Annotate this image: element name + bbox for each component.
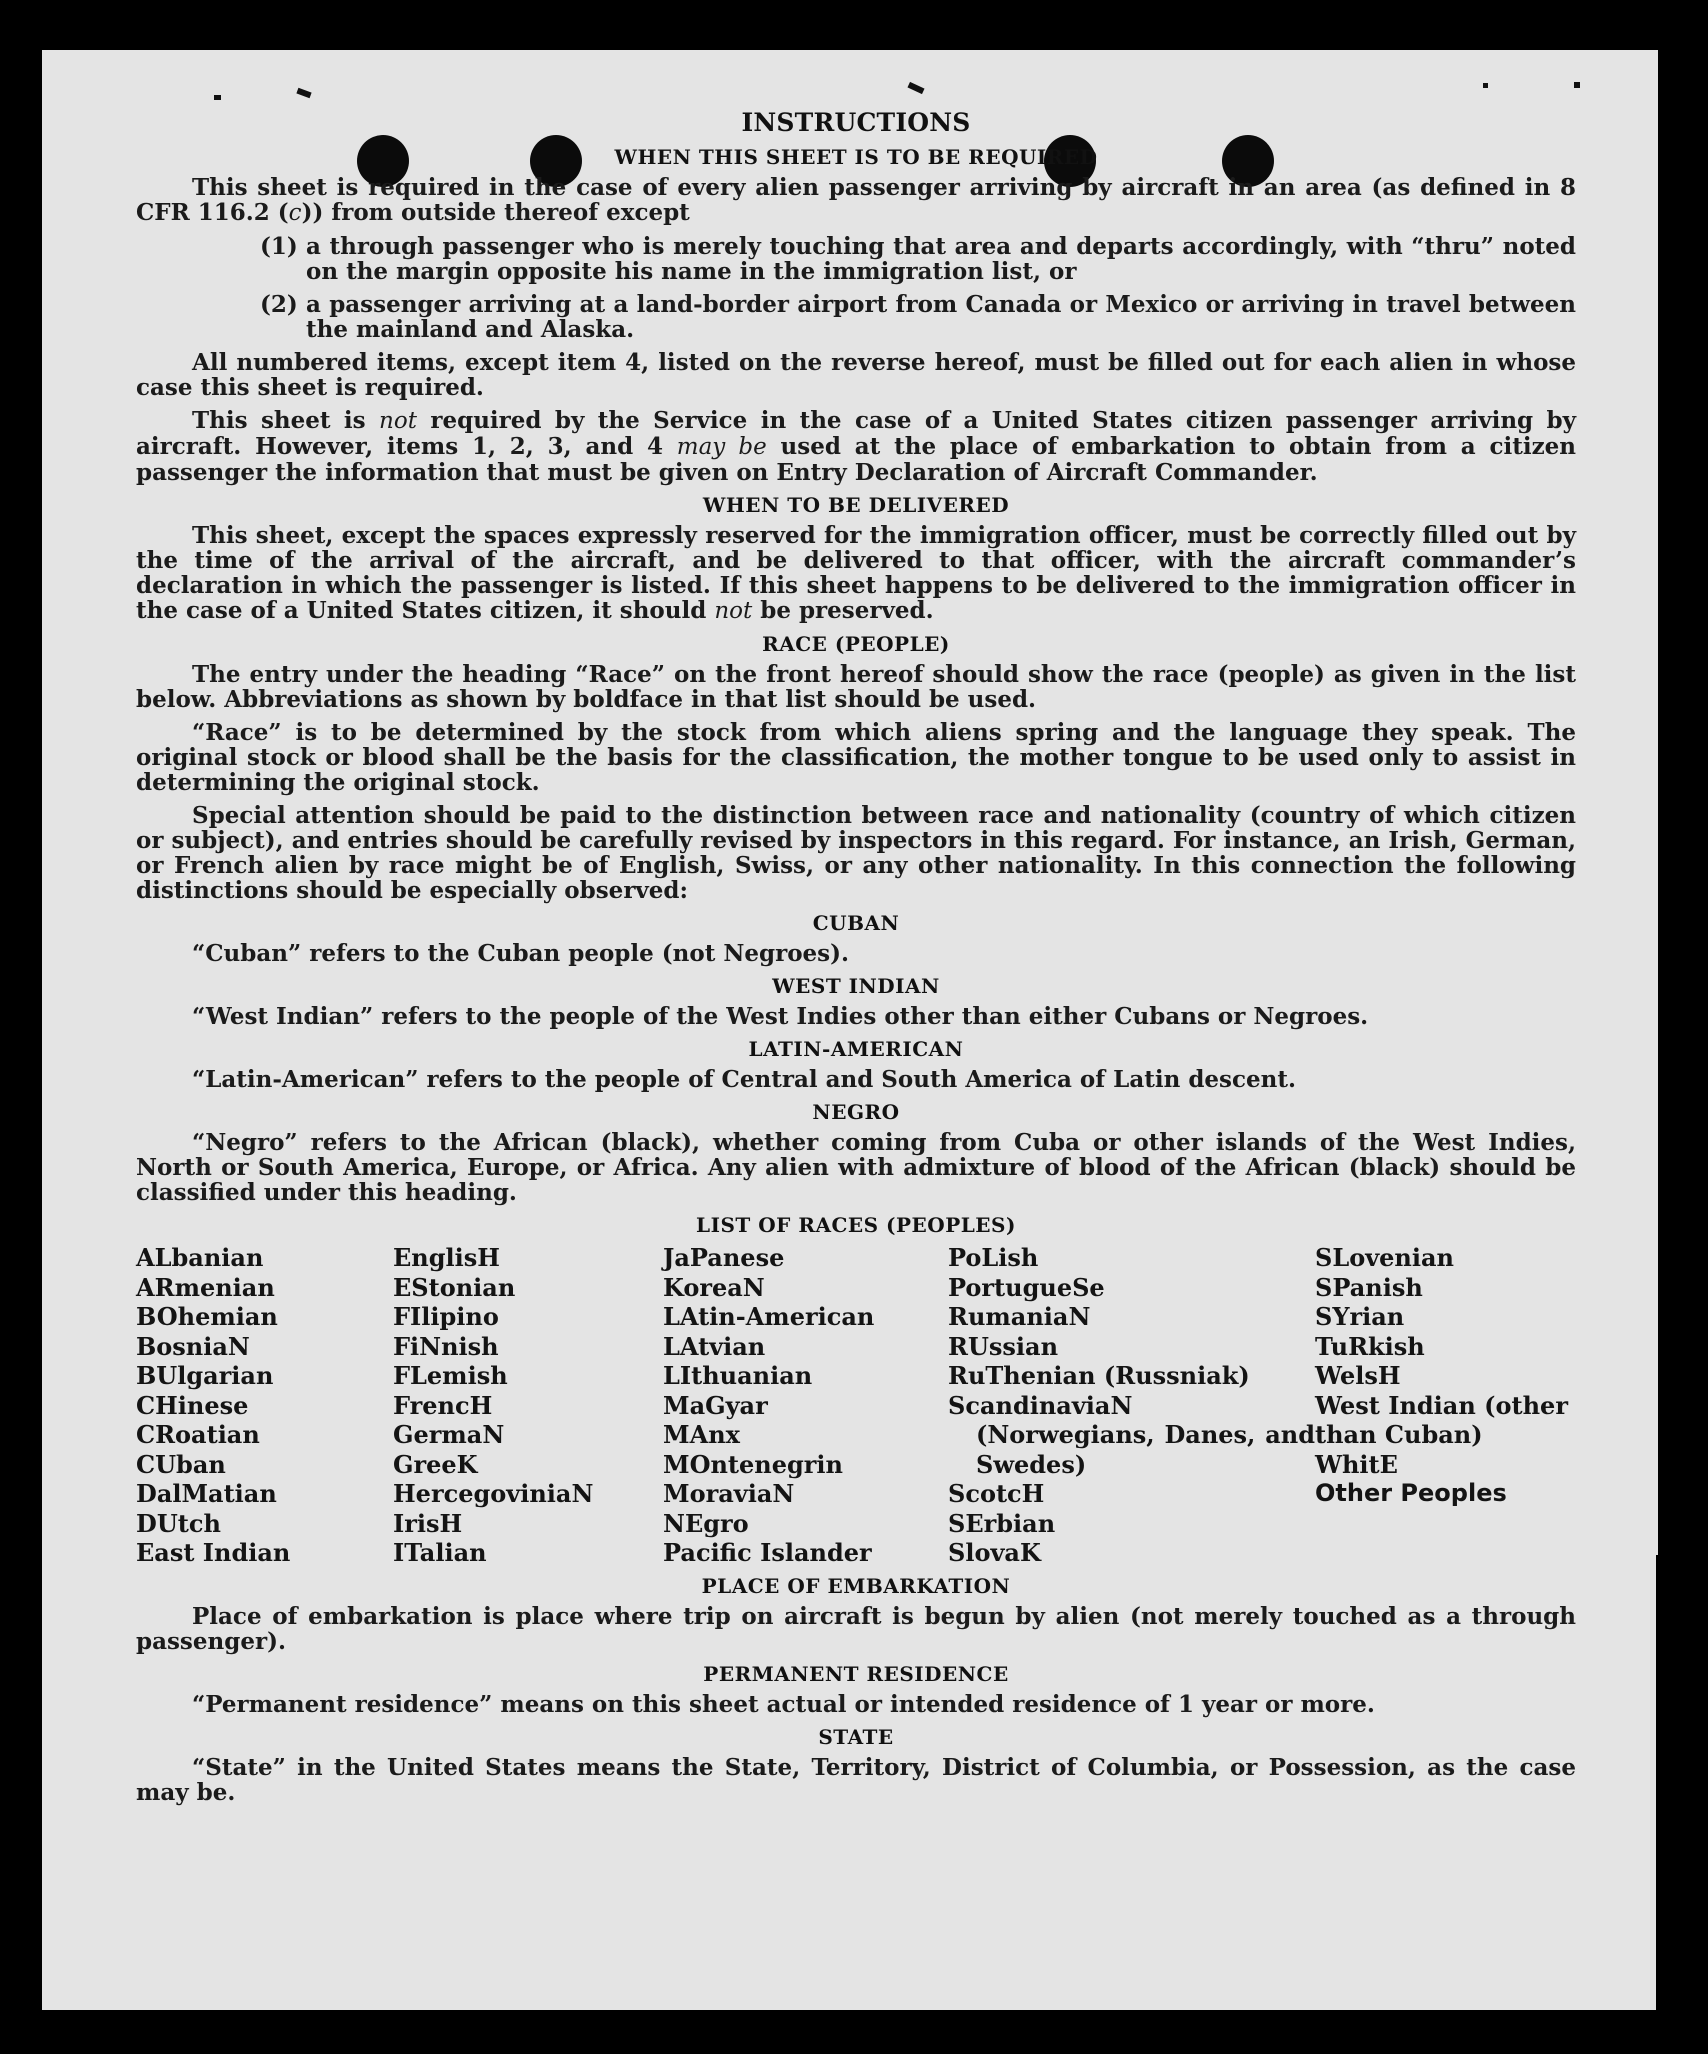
race-entry: SErbian — [948, 1508, 1056, 1538]
speck — [296, 88, 311, 98]
race-entry: RUssian — [948, 1331, 1059, 1361]
race-entry: WelsH — [1315, 1361, 1401, 1390]
race-paragraph-2: “Race” is to be determined by the stock from which aliens spring and the language they speak. The original stock or blood shall be the basis for the classification, the mother tongue to be used only to assist in determining the original stock. — [136, 719, 1576, 796]
race-entry: RuThenian (Russniak) — [948, 1361, 1250, 1390]
speck — [214, 95, 221, 100]
residence-definition: “Permanent residence” means on this sheet actual or intended residence of 1 year or more. — [192, 1690, 1375, 1718]
numbered-items-paragraph: All numbered items, except item 4, listed on the reverse hereof, must be filled out for each alien in whose case this sheet is required. — [136, 349, 1576, 401]
speck — [1574, 82, 1580, 88]
race-entry: FIlipino — [393, 1302, 499, 1331]
race-entry: SPanish — [1315, 1272, 1423, 1302]
race-entry: WhitE — [1315, 1449, 1398, 1479]
race-entry: BOhemian — [136, 1302, 278, 1331]
race-entry: NEgro — [663, 1508, 749, 1538]
heading-west-indian: WEST INDIAN — [772, 974, 940, 998]
heading-when-required: WHEN THIS SHEET IS TO BE REQUIRED — [614, 145, 1098, 169]
races-column-4 — [948, 1243, 1315, 1568]
race-entry: ScotcH — [948, 1479, 1045, 1508]
race-entry: BosniaN — [136, 1331, 250, 1361]
race-entry: SYrian — [1315, 1302, 1405, 1331]
exception-item-2: (2) a passenger arriving at a land-border airport from Canada or Mexico or arriving in travel between the mainland and Alaska. — [260, 291, 1576, 343]
embarkation-definition: Place of embarkation is place where trip on aircraft is begun by alien (not merely touched as a through passenger). — [136, 1602, 1576, 1655]
race-entry: FrencH — [393, 1390, 493, 1420]
heading-list-of-races: LIST OF RACES (PEOPLES) — [696, 1213, 1016, 1237]
race-entry: KoreaN — [663, 1272, 765, 1302]
latin-american-definition: “Latin-American” refers to the people of Central and South America of Latin descent. — [192, 1066, 1296, 1093]
when-required-intro: This sheet is required in the case of every alien passenger arriving by aircraft in an area (as defined in 8 CFR 116.2 (c)) from outside thereof except — [136, 174, 1576, 226]
race-entry: PortugueSe — [948, 1272, 1105, 1302]
citizen-paragraph: This sheet is not required by the Service in the case of a United States citizen passenger arriving by aircraft. However, items 1, 2, 3, and 4 may be used at the place of embarkation to obtain from a citizen passenger the information that must be given on Entry Declaration of Aircraft Commander. — [136, 407, 1576, 486]
race-entry: Other Peoples — [1315, 1479, 1507, 1507]
race-entry: TuRkish — [1315, 1331, 1425, 1361]
race-entry: CUban — [136, 1449, 226, 1479]
when-delivered-paragraph: This sheet, except the spaces expressly reserved for the immigration officer, must be correctly filled out by the time of the arrival of the aircraft, and be delivered to that officer, with the aircraft commander’s declaration in which the passenger is listed. If this sheet happens to be delivered to the immigration officer in the case of a United States citizen, it should not be preserved. — [136, 522, 1576, 624]
race-entry: ITalian — [393, 1538, 487, 1567]
race-entry: MaGyar — [663, 1390, 768, 1420]
race-entry: BUlgarian — [136, 1361, 274, 1390]
heading-permanent-residence: PERMANENT RESIDENCE — [703, 1661, 1009, 1686]
race-entry: JaPanese — [663, 1243, 785, 1272]
negro-definition: “Negro” refers to the African (black), whether coming from Cuba or other islands of the West Indies, North or South America, Europe, or Africa. Any alien with admixture of blood of the African (black) should be classified under this heading. — [136, 1129, 1576, 1206]
race-entry: ScandinaviaN (Norwegians, Danes, and Swedes) — [948, 1390, 1315, 1479]
race-entry: MoraviaN — [663, 1479, 795, 1508]
scan-edge — [1656, 1555, 1666, 2025]
race-entry: GreeK — [393, 1449, 478, 1479]
race-entry: SLovenian — [1315, 1243, 1454, 1272]
speck — [1483, 83, 1488, 88]
exception-item-1: (1) a through passenger who is merely touching that area and departs accordingly, with “thru” noted on the margin opposite his name in the immigration list, or — [260, 233, 1576, 285]
race-entry: SlovaK — [948, 1538, 1041, 1567]
race-entry: CRoatian — [136, 1420, 260, 1449]
cuban-definition: “Cuban” refers to the Cuban people (not Negroes). — [192, 940, 850, 967]
race-entry: ALbanian — [136, 1243, 264, 1272]
race-entry: ARmenian — [136, 1272, 275, 1302]
race-paragraph-1: The entry under the heading “Race” on the front hereof should show the race (people) as given in the list below. Abbreviations as shown by boldface in that list should be used. — [136, 661, 1576, 713]
race-entry: LAtin-American — [663, 1302, 875, 1331]
race-entry: GermaN — [393, 1420, 505, 1449]
race-paragraph-3: Special attention should be paid to the distinction between race and nationality (country of which citizen or subject), and entries should be carefully revised by inspectors in this regard. For instance, an Irish, German, or French alien by race might be of English, Swiss, or any other nationality. In this connection the following distinctions should be especially observed: — [136, 802, 1576, 904]
races-list — [136, 1243, 1576, 1568]
heading-state: STATE — [818, 1724, 894, 1749]
race-entry: DUtch — [136, 1508, 221, 1538]
race-entry: East Indian — [136, 1538, 291, 1567]
race-entry: LAtvian — [663, 1331, 766, 1361]
instructions-content — [136, 108, 1576, 1813]
races-column-3 — [663, 1243, 948, 1568]
heading-cuban: CUBAN — [812, 911, 900, 935]
races-column-1 — [136, 1243, 393, 1568]
race-entry: Pacific Islander — [663, 1538, 872, 1567]
heading-embarkation: PLACE OF EMBARKATION — [701, 1573, 1011, 1598]
race-entry: FLemish — [393, 1361, 508, 1390]
page-title: INSTRUCTIONS — [741, 108, 971, 137]
race-entry: FiNnish — [393, 1331, 499, 1361]
state-definition: “State” in the United States means the State, Territory, District of Columbia, or Possession, as the case may be. — [136, 1753, 1576, 1806]
races-column-2 — [393, 1243, 663, 1568]
race-entry: MAnx — [663, 1420, 740, 1449]
heading-race: RACE (PEOPLE) — [762, 632, 950, 656]
race-entry: IrisH — [393, 1508, 463, 1538]
race-entry: LIthuanian — [663, 1361, 813, 1390]
west-indian-definition: “West Indian” refers to the people of the West Indies other than either Cubans or Negroes. — [192, 1003, 1369, 1030]
heading-when-delivered: WHEN TO BE DELIVERED — [702, 493, 1010, 517]
race-entry: PoLish — [948, 1243, 1039, 1272]
heading-negro: NEGRO — [812, 1100, 900, 1124]
speck — [907, 82, 924, 94]
race-entry: DalMatian — [136, 1479, 277, 1508]
race-entry: EnglisH — [393, 1243, 500, 1272]
race-entry: HercegoviniaN — [393, 1479, 594, 1508]
race-entry: West Indian (other than Cuban) — [1315, 1390, 1568, 1449]
race-entry: MOntenegrin — [663, 1449, 843, 1479]
races-column-5 — [1315, 1243, 1576, 1568]
race-entry: EStonian — [393, 1272, 516, 1302]
race-entry: CHinese — [136, 1390, 249, 1420]
race-entry: RumaniaN — [948, 1302, 1091, 1331]
heading-latin-american: LATIN-AMERICAN — [748, 1037, 964, 1061]
